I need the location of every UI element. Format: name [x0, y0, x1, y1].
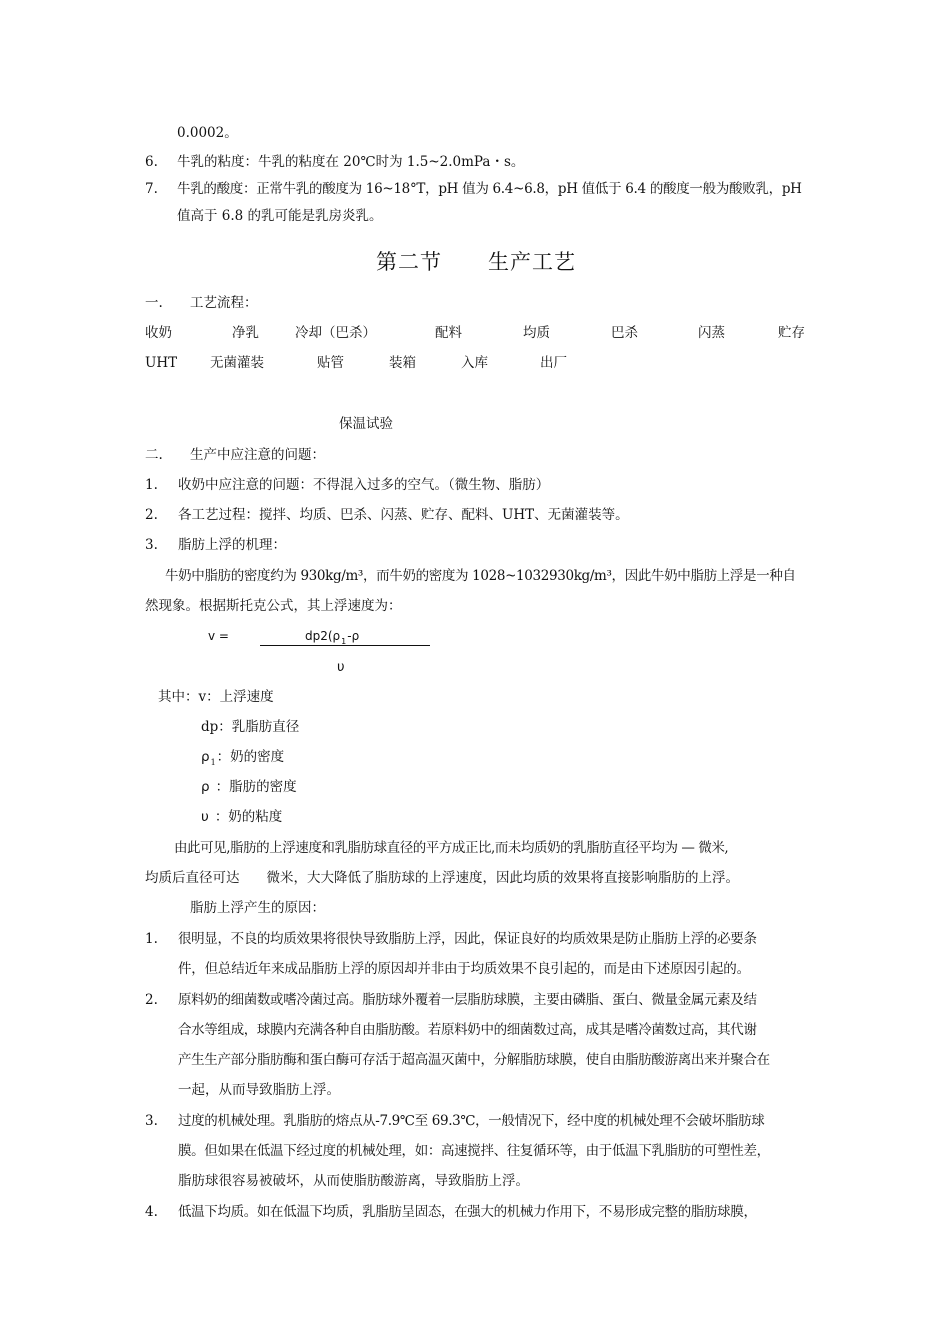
flow-step: 均质: [523, 325, 550, 341]
definition-symbol: υ: [201, 809, 209, 825]
definition: [201, 811, 282, 825]
definition-symbol: dp: [201, 719, 219, 735]
flow-step: 闪蒸: [698, 325, 725, 341]
list-item-line: 过度的机械处理。乳脂肪的熔点从-7.9℃至 69.3℃，一般情况下，经中度的机械处理不会破坏脂肪球: [178, 1113, 765, 1129]
definition: [201, 721, 299, 735]
paragraph-line: 均质后直径可达 微米，大大降低了脂肪球的上浮速度，因此均质的效果将直接影响脂肪的上浮。: [145, 870, 739, 886]
paragraph-line: 牛奶中脂肪的密度约为 930kg/m³，而牛奶的密度为 1028~1032930kg/m³，因此牛奶中脂肪上浮是一种自: [165, 568, 796, 584]
list-item-text: 各工艺过程：搅拌、均质、巴杀、闪蒸、贮存、配料、UHT、无菌灌装等。: [178, 507, 629, 523]
definition-text: ：奶的密度: [216, 749, 285, 765]
continuation-text: 0.0002。: [177, 125, 238, 141]
list-item-line: 脂肪球很容易被破坏，从而使脂肪酸游离，导致脂肪上浮。: [178, 1173, 529, 1189]
formula-numerator-pre: dp2(ρ: [305, 629, 341, 643]
paragraph-line: 由此可见,脂肪的上浮速度和乳脂肪球直径的平方成正比,而未均质奶的乳脂肪直径平均为 — 微米,: [174, 840, 729, 856]
list-number: 6.: [145, 154, 158, 170]
list-item-line: 膜。但如果在低温下经过度的机械处理，如：高速搅拌、往复循环等，由于低温下乳脂肪的可塑性差，: [178, 1143, 770, 1159]
flow-step: 贮存: [778, 325, 805, 341]
formula-denominator: υ: [337, 660, 345, 675]
list-item-line: 低温下均质。如在低温下均质，乳脂肪呈固态，在强大的机械力作用下，不易形成完整的脂肪球膜，: [178, 1204, 757, 1220]
flow-step: 无菌灌装: [210, 355, 264, 371]
definition: [201, 751, 284, 765]
list-item-line: 原料奶的细菌数或嗜冷菌过高。脂肪球外覆着一层脂肪球膜，主要由磷脂、蛋白、微量金属元素及结: [178, 992, 757, 1008]
heading-text: 生产中应注意的问题：: [190, 447, 325, 463]
flow-step: 入库: [461, 355, 488, 371]
list-number: 1.: [145, 931, 158, 947]
paragraph-line: 然现象。根据斯托克公式，其上浮速度为：: [145, 598, 402, 614]
flow-step: 贴管: [317, 355, 344, 371]
list-item-text: 牛乳的酸度：正常牛乳的酸度为 16~18°T，pH 值为 6.4~6.8，pH 值低于 6.4 的酸度一般为酸败乳，pH: [177, 181, 802, 197]
definition-text: ：乳脂肪直径: [218, 719, 300, 735]
list-item-line: 件，但总结近年来成品脂肪上浮的原因却并非由于均质效果不良引起的，而是由下述原因引起的。: [178, 961, 750, 977]
heading-number: 二.: [145, 447, 163, 463]
flow-step-side: 保温试验: [339, 416, 393, 432]
list-number: 4.: [145, 1204, 158, 1220]
flow-step: 巴杀: [611, 325, 638, 341]
heading-text: 工艺流程：: [190, 295, 258, 311]
flow-step: 出厂: [540, 355, 567, 371]
list-item-text: 牛乳的粘度：牛乳的粘度在 20℃时为 1.5~2.0mPa・s。: [177, 154, 525, 170]
list-item-line: 合水等组成，球膜内充满各种自由脂肪酸。若原料奶中的细菌数过高，成其是嗜冷菌数过高，其代谢: [178, 1022, 757, 1038]
list-item-text: 收奶中应注意的问题：不得混入过多的空气。（微生物、脂肪）: [178, 477, 550, 493]
definition: [201, 781, 297, 795]
list-number: 2.: [145, 507, 158, 523]
definition-text: ：奶的粘度: [214, 809, 283, 825]
cause-heading: 脂肪上浮产生的原因：: [190, 900, 325, 916]
formula-numerator: [305, 629, 360, 646]
list-item-line: 很明显，不良的均质效果将很快导致脂肪上浮，因此，保证良好的均质效果是防止脂肪上浮的必要条: [178, 931, 757, 947]
section-title-number: 第二节: [376, 250, 442, 274]
flow-step: 净乳: [232, 325, 259, 341]
list-item-line: 产生生产部分脂肪酶和蛋白酶可存活于超高温灭菌中，分解脂肪球膜，使自由脂肪酸游离出来并聚合在: [178, 1052, 770, 1068]
definition-text: ：脂肪的密度: [215, 779, 297, 795]
where-label: 其中：v：上浮速度: [158, 689, 274, 705]
list-number: 7.: [145, 181, 158, 197]
definition-symbol: ρ: [201, 749, 210, 765]
flow-step: UHT: [145, 355, 178, 371]
list-number: 1.: [145, 477, 158, 493]
flow-step: 冷却（巴杀）: [295, 325, 376, 341]
section-title-text: 生产工艺: [488, 250, 576, 274]
list-item-text: 脂肪上浮的机理：: [178, 537, 286, 553]
fraction-bar: [260, 645, 430, 646]
list-number: 2.: [145, 992, 158, 1008]
section-title: [376, 252, 576, 273]
flow-step: 装箱: [389, 355, 416, 371]
flow-step: 配料: [435, 325, 462, 341]
heading-number: 一.: [145, 295, 163, 311]
definition-sub: 1: [210, 758, 216, 767]
list-number: 3.: [145, 537, 158, 553]
definition-symbol: ρ: [201, 779, 210, 795]
flow-step: 收奶: [145, 325, 172, 341]
list-item-line: 一起，从而导致脂肪上浮。: [178, 1082, 340, 1098]
list-number: 3.: [145, 1113, 158, 1129]
formula-lhs: v =: [208, 629, 229, 643]
list-item-continuation: 值高于 6.8 的乳可能是乳房炎乳。: [177, 208, 383, 224]
formula-numerator-post: -ρ: [347, 629, 360, 643]
formula-numerator-sub: 1: [341, 637, 347, 646]
